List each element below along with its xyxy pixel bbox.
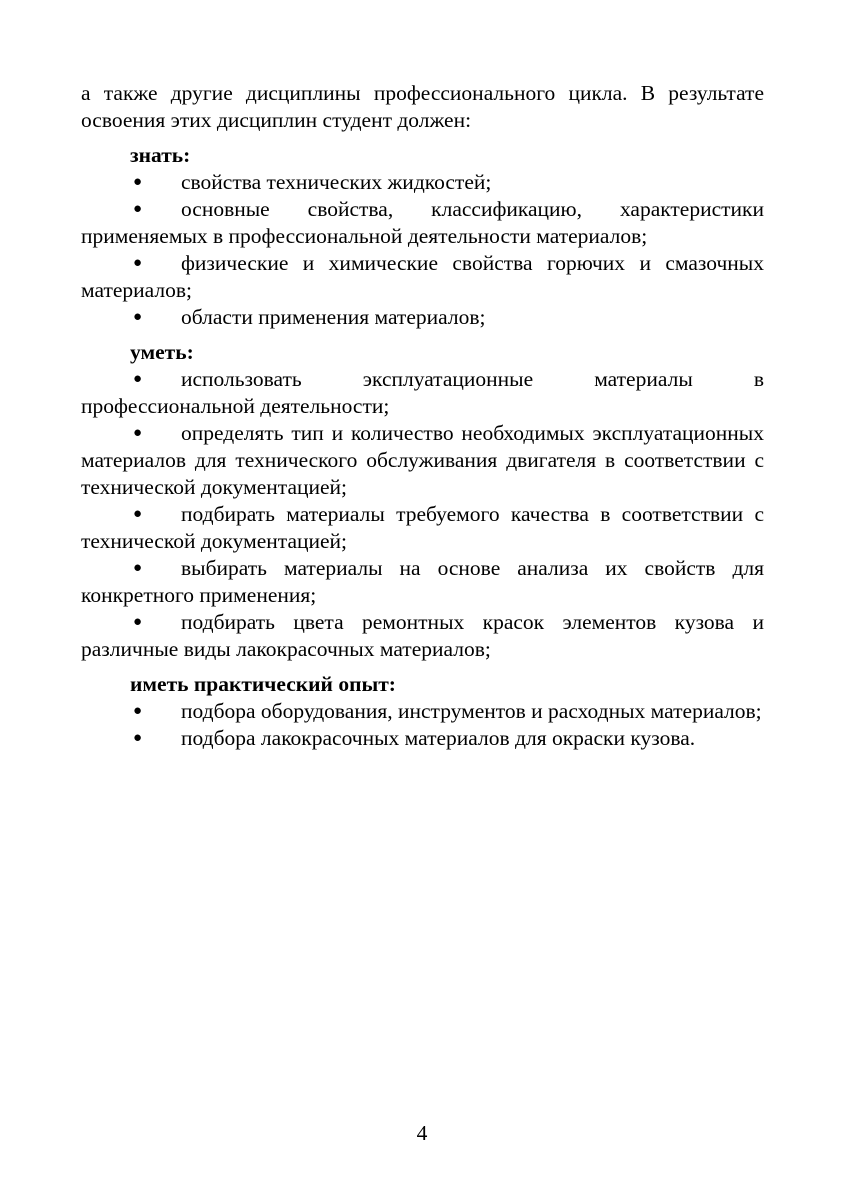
intro-paragraph <box>81 80 764 134</box>
bullet-icon: ● <box>133 174 143 190</box>
list-item <box>81 250 764 304</box>
section-heading-experience: иметь практический опыт: <box>130 672 396 696</box>
bullet-icon: ● <box>133 255 143 271</box>
intro-line-1: а также другие дисциплины профессионального цикла. В результате <box>81 81 764 105</box>
list-item <box>81 169 764 196</box>
intro-line-2: освоения этих дисциплин студент должен: <box>81 108 472 132</box>
list-item <box>81 698 764 725</box>
section-heading-can: уметь: <box>130 340 194 364</box>
bullet-icon: ● <box>133 371 143 387</box>
list-item-text: использовать эксплуатационные материалы в профессиональной деятельности; <box>81 367 764 418</box>
list-item <box>81 420 764 501</box>
list-item <box>81 555 764 609</box>
list-item-text: основные свойства, классификацию, характеристики применяемых в профессиональной деятельности материалов; <box>81 197 764 248</box>
list-item <box>81 609 764 663</box>
list-item-text: подбирать материалы требуемого качества в соответствии с технической документацией; <box>81 502 764 553</box>
list-item-text: подбора лакокрасочных материалов для окраски кузова. <box>181 726 696 750</box>
bullet-icon: ● <box>133 506 143 522</box>
list-item <box>81 725 764 752</box>
section-know <box>81 142 764 331</box>
bullet-icon: ● <box>133 614 143 630</box>
list-item-text: выбирать материалы на основе анализа их свойств для конкретного применения; <box>81 556 764 607</box>
document-page <box>81 80 764 752</box>
list-item <box>81 501 764 555</box>
list-item-text: свойства технических жидкостей; <box>181 170 492 194</box>
list-item-text: подбора оборудования, инструментов и расходных материалов; <box>181 699 762 723</box>
list-item-text: области применения материалов; <box>181 305 486 329</box>
bullet-icon: ● <box>133 309 143 325</box>
bullet-icon: ● <box>133 201 143 217</box>
bullet-icon: ● <box>133 425 143 441</box>
list-item-text: подбирать цвета ремонтных красок элементов кузова и различные виды лакокрасочных материалов; <box>81 610 764 661</box>
list-item-text: определять тип и количество необходимых эксплуатационных материалов для технического обслуживания двигателя в соответствии с технической документацией; <box>81 421 764 499</box>
bullet-icon: ● <box>133 703 143 719</box>
list-item <box>81 196 764 250</box>
list-item <box>81 304 764 331</box>
list-item-text: физические и химические свойства горючих и смазочных материалов; <box>81 251 764 302</box>
bullet-icon: ● <box>133 560 143 576</box>
section-experience <box>81 671 764 752</box>
section-can <box>81 339 764 663</box>
section-heading-know: знать: <box>130 143 191 167</box>
bullet-icon: ● <box>133 730 143 746</box>
list-item <box>81 366 764 420</box>
page-number: 4 <box>416 1121 428 1145</box>
